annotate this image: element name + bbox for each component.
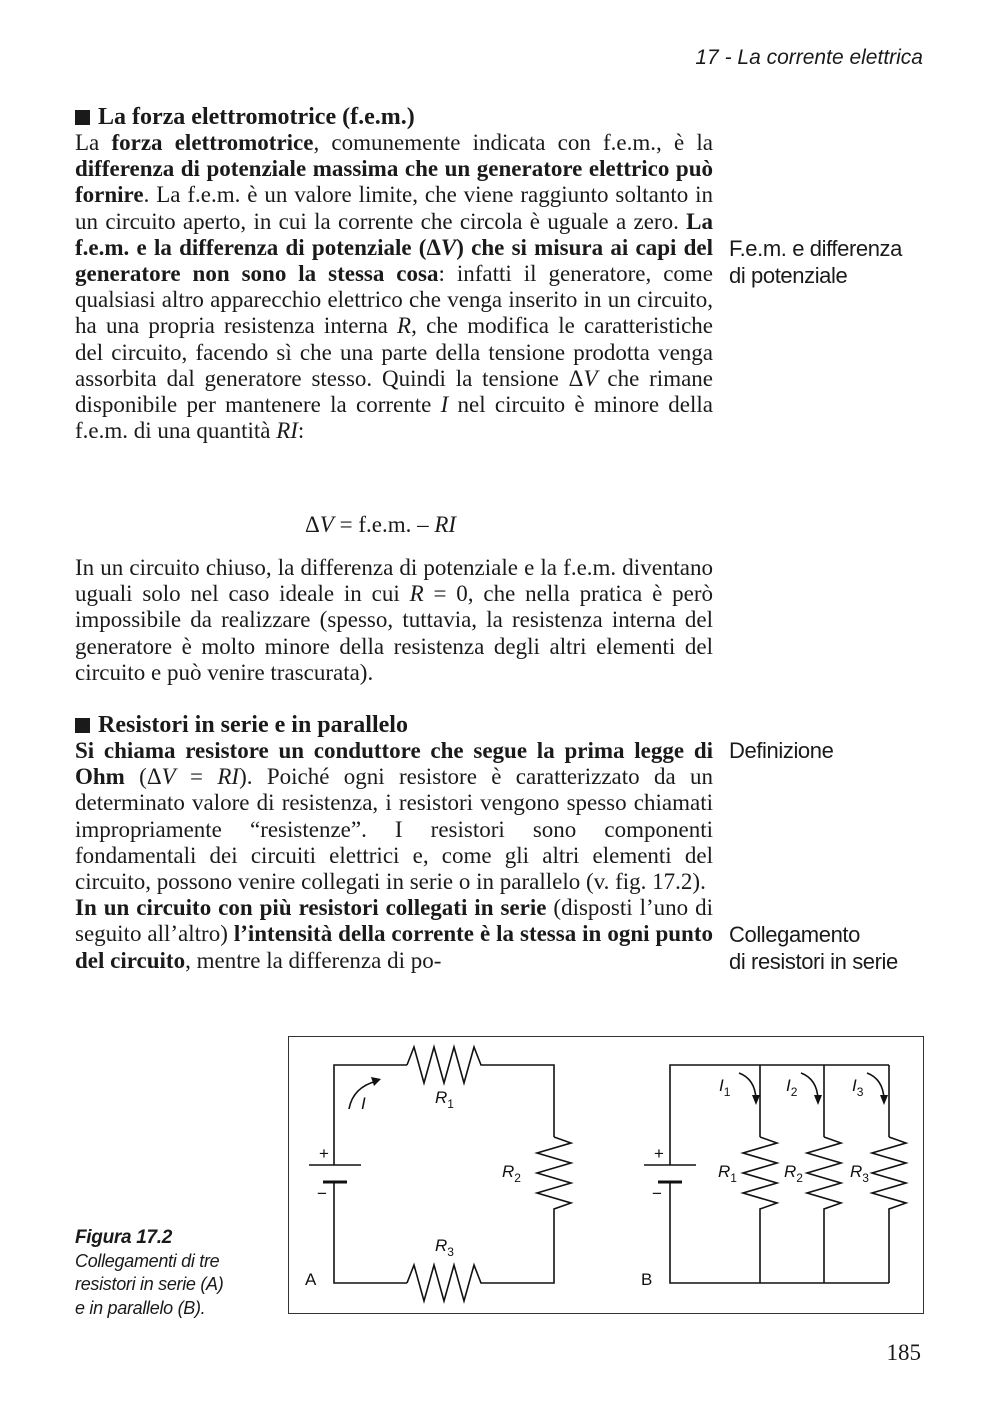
paragraph-closed-circuit-block (75, 555, 713, 686)
square-bullet-icon (75, 110, 90, 125)
paragraph-closed-circuit: In un circuito chiuso, la differenza di potenziale e la f.e.m. diventano uguali solo nel caso ideale in cui R = 0, che nella pratica è però impossibile da realizzare (spesso, tuttavia, la resistenza interna del generatore è molto minore della resistenza degli altri elementi del circuito e può venire trascurata). (75, 555, 713, 685)
resistor-b-r2 (807, 1137, 841, 1214)
current-label-i1: $I_1$ (719, 1076, 731, 1099)
minus-label: − (652, 1184, 662, 1203)
plus-label: + (654, 1144, 664, 1163)
margin-note-fem: F.e.m. e differenza di potenziale (729, 236, 902, 288)
arrow-head-icon (880, 1095, 888, 1105)
resistor-b-r3 (872, 1137, 906, 1214)
caption-line: resistori in serie (A) (75, 1274, 224, 1294)
caption-line: Collegamenti di tre (75, 1250, 220, 1271)
wire (334, 1065, 407, 1141)
resistor-label-b-r3: $R_3$ (850, 1162, 869, 1185)
arrow-head-icon (814, 1095, 822, 1105)
section-heading: La forza elettromotrice (f.e.m.) (75, 104, 713, 130)
resistor-label-r2: $R_2$ (502, 1162, 521, 1185)
current-label-i2: $I_2$ (786, 1076, 798, 1099)
current-label: I (361, 1094, 366, 1113)
square-bullet-icon (75, 718, 90, 733)
resistor-r2 (537, 1137, 571, 1214)
resistor-label-b-r2: $R_2$ (784, 1162, 803, 1185)
page-number: 185 (886, 1340, 921, 1365)
resistor-label-r1: $R_1$ (435, 1088, 454, 1111)
circuit-label-b: B (641, 1270, 653, 1289)
figure-circuits (288, 1036, 924, 1314)
formula: ΔV = f.e.m. – RI (305, 512, 457, 537)
section-heading: Resistori in serie e in parallelo (75, 712, 713, 738)
arrow-head-icon (752, 1095, 760, 1105)
section-fem (75, 104, 713, 444)
margin-note-serie: Collegamento di resistori in serie (729, 922, 898, 974)
plus-label: + (319, 1144, 329, 1163)
paragraph-resistor-definition: Si chiama resistore un conduttore che segue la prima legge di Ohm (ΔV = RI). Poiché ogni resistore è caratterizzato da un determinato valore di resistenza, i resistori vengono spesso chiamati impropriamente “resistenze”. I resistori sono componenti fondamentali dei circuiti elettrici e, come gli altri elementi del circuito, possono venire collegati in serie o in parallelo (v. fig. 17.2). (75, 738, 713, 895)
figure-caption (75, 1226, 275, 1320)
resistor-r3 (407, 1265, 487, 1301)
resistor-b-r1 (743, 1137, 777, 1214)
resistor-label-r3: $R_3$ (435, 1236, 454, 1259)
paragraph-series: In un circuito con più resistori collegati in serie (disposti l’uno di seguito all’altro) l’intensità della corrente è la stessa in ogni punto del circuito, mentre la differenza di po- (75, 895, 714, 973)
running-head: 17 - La corrente elettrica (695, 46, 923, 69)
margin-note-definizione: Definizione (729, 738, 834, 763)
wire (487, 1065, 554, 1137)
current-label-i3: $I_3$ (852, 1076, 864, 1099)
wire (670, 1187, 889, 1283)
circuit-label-a: A (305, 1270, 317, 1289)
figure-title: Figura 17.2 (75, 1227, 173, 1248)
minus-label: − (317, 1184, 327, 1203)
paragraph-fem-definition: La forza elettromotrice, comunemente indicata con f.e.m., è la differenza di potenziale massima che un generatore elettrico può fornire. La f.e.m. è un valore limite, che viene raggiunto soltanto in un circuito aperto, in cui la corrente che circola è uguale a zero. La f.e.m. e la differenza di potenziale (ΔV) che si misura ai capi del generatore non sono la stessa cosa: infatti il generatore, come qualsiasi altro apparecchio elettrico che venga inserito in un circuito, ha una propria resistenza interna R, che modifica le caratteristiche del circuito, facendo sì che una parte della tensione prodotta venga assorbita dal generatore stesso. Quindi la tensione ΔV che rimane disponibile per mantenere la corrente I nel circuito è minore della f.e.m. di una quantità RI: (75, 130, 714, 444)
arrow-head-icon (371, 1077, 381, 1086)
circuit-diagram (289, 1037, 925, 1315)
caption-line: e in parallelo (B). (75, 1297, 206, 1318)
resistor-r1 (407, 1047, 487, 1083)
wire (487, 1214, 554, 1283)
wire (334, 1187, 407, 1283)
section-resistors (75, 712, 713, 974)
resistor-label-b-r1: $R_1$ (718, 1162, 737, 1185)
